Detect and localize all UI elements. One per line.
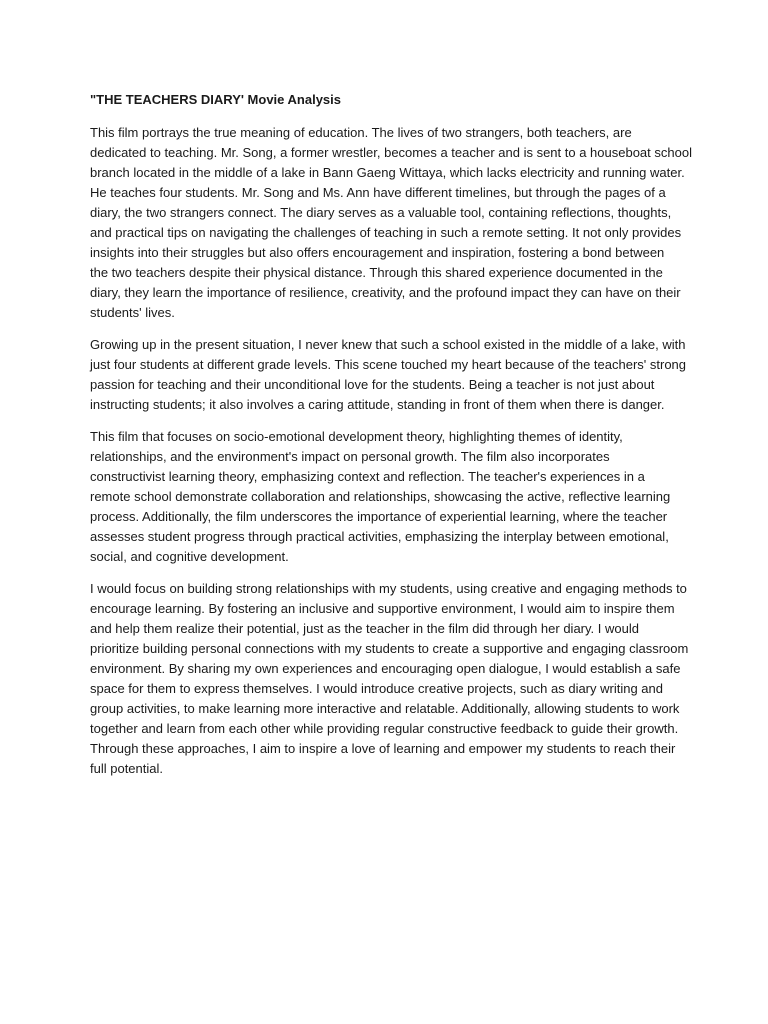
paragraph-line: diary, the two strangers connect. The diary serves as a valuable tool, containing reflections, thoughts, [90, 205, 672, 220]
paragraph-line: Growing up in the present situation, I never knew that such a school existed in the middle of a lake, with [90, 337, 686, 352]
paragraph-line: together and learn from each other while providing regular constructive feedback to guide their growth. [90, 721, 679, 736]
paragraph-line: insights into their struggles but also offers encouragement and inspiration, fostering a bond between [90, 245, 665, 260]
paragraph-line: instructing students; it also involves a caring attitude, standing in front of them when there is danger. [90, 397, 665, 412]
paragraph-line: constructivist learning theory, emphasizing context and reflection. The teacher's experiences in a [90, 469, 645, 484]
paragraph-line: He teaches four students. Mr. Song and Ms. Ann have different timelines, but through the pages of a [90, 185, 666, 200]
paragraph-line: the two teachers despite their physical distance. Through this shared experience documented in the [90, 265, 663, 280]
paragraph-line: social, and cognitive development. [90, 549, 289, 564]
document-title: "THE TEACHERS DIARY' Movie Analysis [90, 92, 342, 107]
document-body [90, 90, 692, 791]
paragraph-line: process. Additionally, the film underscores the importance of experiential learning, where the teacher [90, 509, 668, 524]
paragraph-4 [90, 579, 689, 779]
paragraph-line: prioritize building personal connections with my students to create a supportive and engaging classroom [90, 641, 689, 656]
paragraph-2 [90, 335, 687, 415]
paragraph-3 [90, 427, 682, 567]
paragraph-line: This film portrays the true meaning of education. The lives of two strangers, both teachers, are [90, 125, 632, 140]
paragraph-line: and help them realize their potential, just as the teacher in the film did through her diary. I would [90, 621, 639, 636]
paragraph-line: Through these approaches, I aim to inspire a love of learning and empower my students to reach their [90, 741, 676, 756]
paragraph-line: diary, they learn the importance of resilience, creativity, and the profound impact they can have on their [90, 285, 681, 300]
paragraph-line: dedicated to teaching. Mr. Song, a former wrestler, becomes a teacher and is sent to a houseboat school [90, 145, 692, 160]
paragraph-line: space for them to express themselves. I would introduce creative projects, such as diary writing and [90, 681, 663, 696]
paragraph-line: full potential. [90, 761, 163, 776]
paragraph-line: This film that focuses on socio-emotional development theory, highlighting themes of identity, [90, 429, 623, 444]
paragraph-1 [90, 123, 692, 323]
paragraph-line: branch located in the middle of a lake in Bann Gaeng Wittaya, which lacks electricity and running water. [90, 165, 685, 180]
paragraph-line: group activities, to make learning more interactive and relatable. Additionally, allowing students to work [90, 701, 680, 716]
paragraph-line: relationships, and the environment's impact on personal growth. The film also incorporates [90, 449, 610, 464]
paragraph-line: I would focus on building strong relationships with my students, using creative and engaging methods to [90, 581, 687, 596]
paragraph-line: environment. By sharing my own experiences and encouraging open dialogue, I would establish a safe [90, 661, 681, 676]
paragraph-line: remote school demonstrate collaboration and relationships, showcasing the active, reflective learning [90, 489, 671, 504]
paragraph-line: passion for teaching and their unconditional love for the students. Being a teacher is not just about [90, 377, 655, 392]
paragraph-line: and practical tips on navigating the challenges of teaching in such a remote setting. It not only provides [90, 225, 682, 240]
paragraph-line: encourage learning. By fostering an inclusive and supportive environment, I would aim to inspire them [90, 601, 675, 616]
paragraph-line: just four students at different grade levels. This scene touched my heart because of the teachers' strong [90, 357, 687, 372]
paragraph-line: students' lives. [90, 305, 175, 320]
paragraph-line: assesses student progress through practical activities, emphasizing the interplay between emotional, [90, 529, 669, 544]
